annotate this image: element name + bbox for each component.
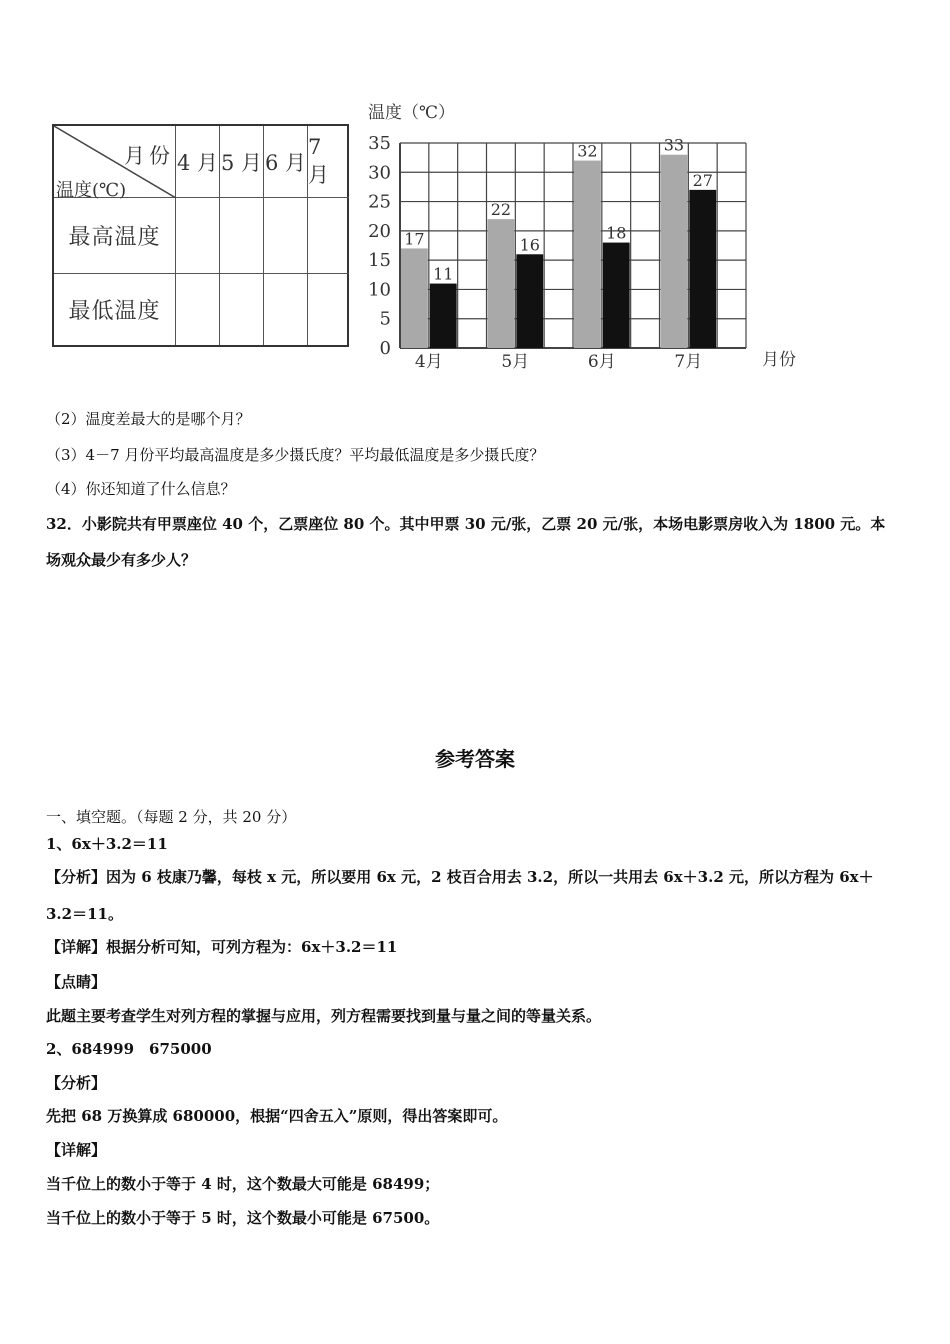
bar-max-temp bbox=[401, 248, 428, 348]
bar-max-temp bbox=[661, 155, 688, 348]
bar-max-temp bbox=[574, 161, 601, 348]
month-header-4: 4 月 bbox=[176, 126, 220, 198]
question-4: （4）你还知道了什么信息？ bbox=[46, 480, 236, 498]
bar-value-label: 11 bbox=[433, 264, 454, 284]
answer-2-detail-label: 【详解】 bbox=[46, 1141, 107, 1159]
y-tick-label: 35 bbox=[368, 133, 391, 154]
answer-1-analysis-line2: 3.2＝11。 bbox=[46, 905, 123, 923]
x-tick-label: 5月 bbox=[501, 352, 530, 372]
question-32-line2: 场观众最少有多少人？ bbox=[46, 551, 197, 569]
month-header-5: 5 月 bbox=[220, 126, 264, 198]
bar-value-label: 18 bbox=[606, 223, 627, 243]
table-cell bbox=[308, 274, 349, 345]
x-tick-label: 4月 bbox=[414, 352, 443, 372]
table-cell bbox=[308, 198, 349, 274]
month-header-7: 7 月 bbox=[308, 126, 349, 198]
bar-value-label: 33 bbox=[663, 135, 685, 155]
answer-2-analysis-label: 【分析】 bbox=[46, 1074, 107, 1092]
table-cell bbox=[220, 198, 264, 274]
bar-value-label: 22 bbox=[490, 200, 512, 220]
bar-value-label: 27 bbox=[692, 170, 713, 190]
answers-title: 参考答案 bbox=[435, 747, 515, 771]
answer-2: 2、684999 675000 bbox=[46, 1040, 212, 1058]
row-label-max: 最高温度 bbox=[54, 198, 176, 274]
bar-value-label: 17 bbox=[404, 229, 425, 249]
answer-2-analysis: 先把 68 万换算成 680000，根据“四舍五入”原则，得出答案即可。 bbox=[46, 1107, 508, 1125]
row-label-min: 最低温度 bbox=[54, 274, 176, 345]
bar-min-temp bbox=[516, 254, 543, 348]
bar-max-temp bbox=[488, 219, 515, 348]
y-tick-label: 30 bbox=[368, 162, 391, 184]
bar-value-label: 32 bbox=[577, 141, 598, 161]
bar-min-temp bbox=[430, 284, 457, 348]
temperature-table bbox=[52, 124, 349, 347]
y-tick-label: 20 bbox=[368, 220, 391, 242]
month-header-6: 6 月 bbox=[264, 126, 308, 198]
table-cell bbox=[264, 274, 308, 345]
y-tick-label: 15 bbox=[368, 250, 391, 272]
bar-min-temp bbox=[603, 243, 630, 348]
bar-value-label: 16 bbox=[519, 235, 540, 255]
answer-1: 1、6x＋3.2＝11 bbox=[46, 835, 168, 853]
answer-2-detail-line2: 当千位上的数小于等于 5 时，这个数最小可能是 67500。 bbox=[46, 1209, 440, 1227]
question-32-line1: 32．小影院共有甲票座位 40 个，乙票座位 80 个。其中甲票 30 元/张，乙票 20 元/张，本场电影票房收入为 1800 元。本 bbox=[46, 515, 886, 533]
diag-temp-label: 温度(℃) bbox=[56, 180, 127, 201]
y-tick-label: 25 bbox=[368, 191, 391, 213]
table-cell bbox=[176, 198, 220, 274]
answer-2-detail-line1: 当千位上的数小于等于 4 时，这个数最大可能是 68499； bbox=[46, 1175, 440, 1193]
temperature-bar-chart bbox=[360, 95, 800, 380]
answer-1-point: 此题主要考查学生对列方程的掌握与应用，列方程需要找到量与量之间的等量关系。 bbox=[46, 1007, 602, 1025]
answers-section-1: 一、填空题。（每题 2 分，共 20 分） bbox=[46, 808, 297, 826]
answer-1-point-label: 【点睛】 bbox=[46, 973, 107, 991]
y-tick-label: 0 bbox=[379, 338, 391, 359]
table-cell bbox=[264, 198, 308, 274]
x-axis-label: 月份 bbox=[762, 350, 796, 370]
table-cell bbox=[220, 274, 264, 345]
x-tick-label: 7月 bbox=[674, 352, 703, 372]
answer-1-detail: 【详解】根据分析可知，可列方程为：6x＋3.2＝11 bbox=[46, 938, 398, 956]
diag-month-label: 月份 bbox=[124, 144, 174, 168]
y-tick-label: 10 bbox=[368, 279, 391, 301]
y-axis-label: 温度（℃） bbox=[368, 103, 456, 123]
table-cell bbox=[176, 274, 220, 345]
answer-1-analysis-line1: 【分析】因为 6 枝康乃馨，每枝 x 元，所以要用 6x 元，2 枝百合用去 3.2，所以一共用去 6x＋3.2 元，所以方程为 6x＋ bbox=[46, 868, 874, 886]
question-2: （2）温度差最大的是哪个月？ bbox=[46, 410, 251, 428]
y-tick-label: 5 bbox=[379, 308, 391, 330]
question-3: （3）4－7 月份平均最高温度是多少摄氏度？平均最低温度是多少摄氏度？ bbox=[46, 446, 545, 464]
diagonal-header-cell bbox=[54, 126, 176, 201]
x-tick-label: 6月 bbox=[587, 352, 616, 372]
bar-min-temp bbox=[689, 190, 716, 348]
